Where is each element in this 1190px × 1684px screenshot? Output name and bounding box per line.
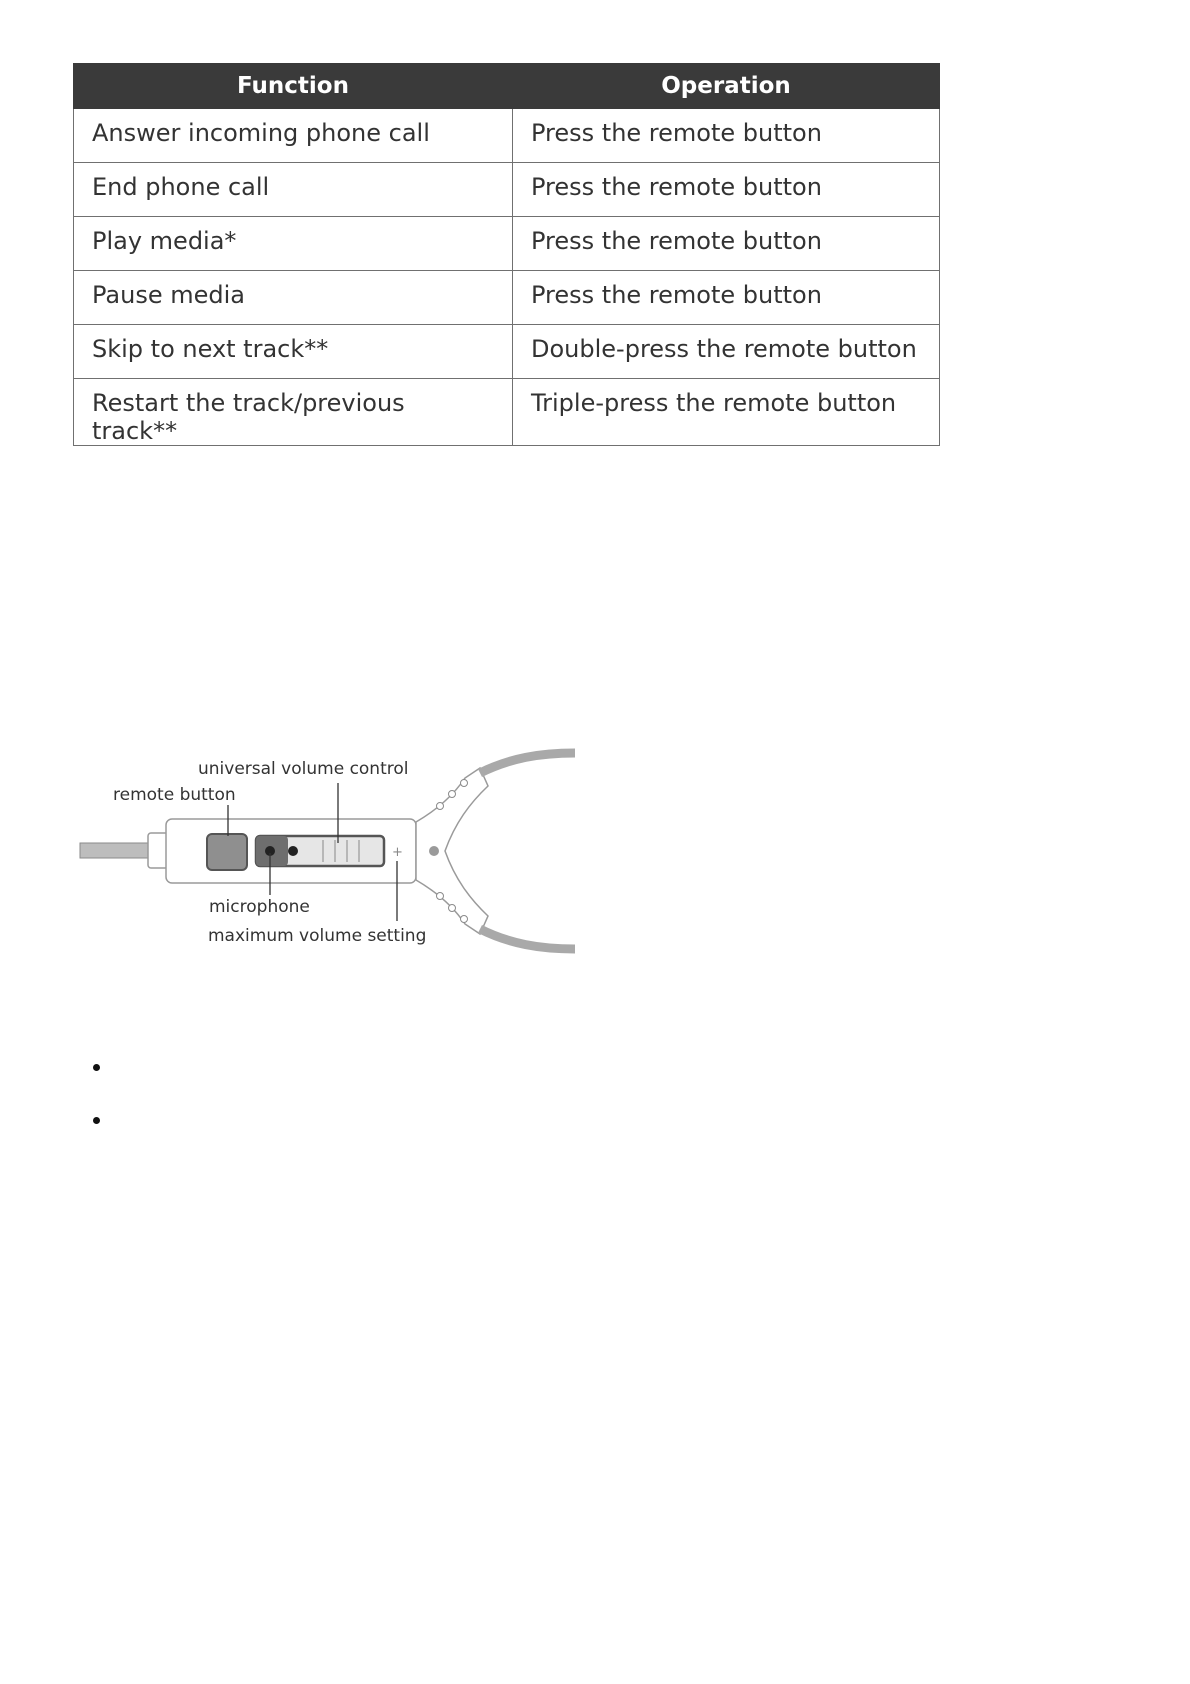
function-cell: Answer incoming phone call [74, 109, 513, 163]
bullet-list [90, 1058, 110, 1164]
function-cell: End phone call [74, 163, 513, 217]
remote-collar [148, 833, 168, 868]
function-operation-table [73, 63, 940, 446]
operation-cell: Press the remote button [513, 217, 940, 271]
label-maximum-volume-setting: maximum volume setting [208, 926, 427, 946]
list-item [90, 1111, 110, 1164]
table-row [74, 217, 940, 271]
header-operation: Operation [513, 64, 940, 109]
table-header-row [74, 64, 940, 109]
label-microphone: microphone [209, 897, 310, 917]
slider-knob [288, 846, 298, 856]
table-row [74, 325, 940, 379]
table-row [74, 271, 940, 325]
list-item [90, 1058, 110, 1111]
table-row [74, 163, 940, 217]
cable [80, 843, 150, 858]
headphone-remote-diagram [70, 748, 590, 963]
table-row [74, 109, 940, 163]
label-remote-button: remote button [113, 785, 236, 805]
remote-button-shape [207, 834, 247, 870]
function-cell: Pause media [74, 271, 513, 325]
function-cell: Play media* [74, 217, 513, 271]
table-row [74, 379, 940, 446]
operation-cell: Press the remote button [513, 163, 940, 217]
splitter-dot [429, 846, 439, 856]
plus-icon: + [392, 845, 403, 860]
right-earbud-wire [480, 929, 575, 949]
label-universal-volume-control: universal volume control [198, 759, 409, 779]
left-earbud-wire [480, 753, 575, 773]
function-cell: Skip to next track** [74, 325, 513, 379]
header-function: Function [74, 64, 513, 109]
operation-cell: Triple-press the remote button [513, 379, 940, 446]
operation-cell: Double-press the remote button [513, 325, 940, 379]
operation-cell: Press the remote button [513, 271, 940, 325]
function-cell: Restart the track/previous track** [74, 379, 513, 446]
operation-cell: Press the remote button [513, 109, 940, 163]
